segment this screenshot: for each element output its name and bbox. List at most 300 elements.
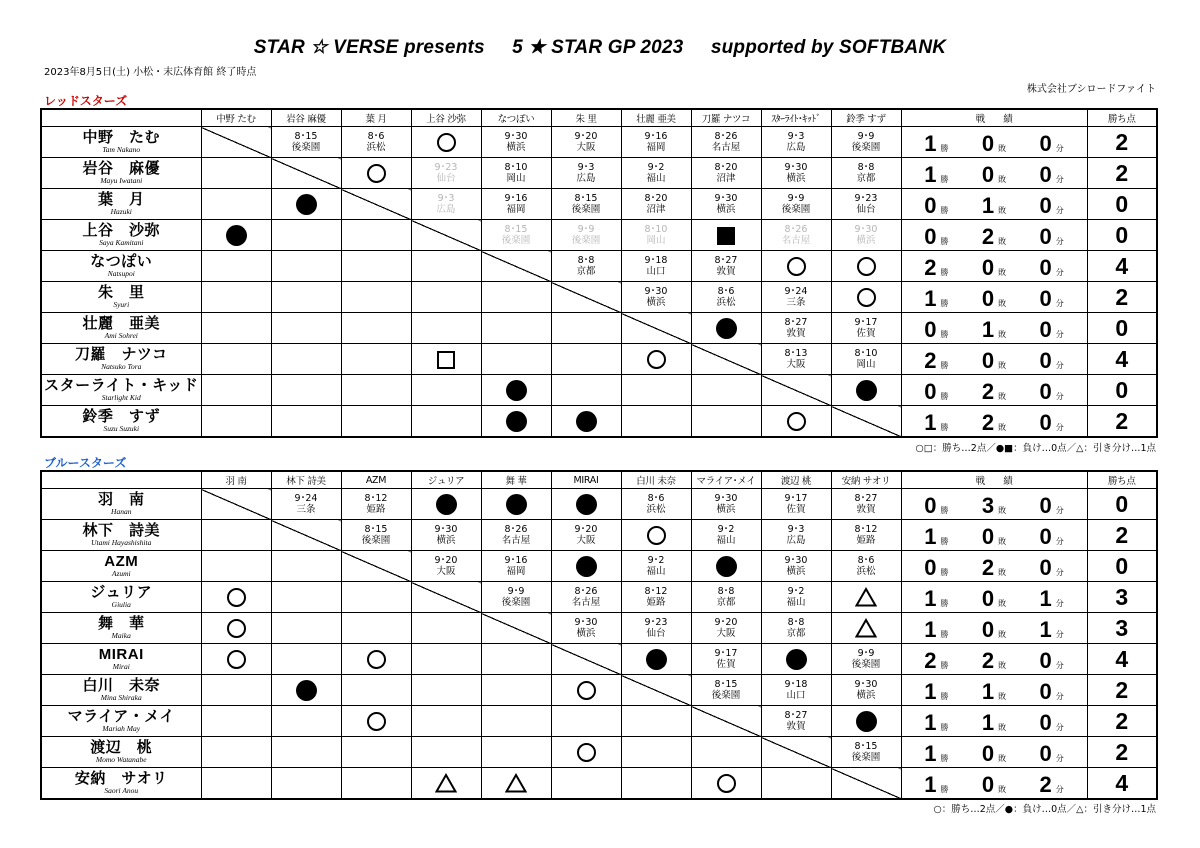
- loss-dot-icon: [296, 194, 317, 215]
- match-venue: 後楽園: [711, 690, 741, 701]
- scheduled-match: [692, 162, 761, 184]
- win-circle-icon: [857, 257, 876, 276]
- page-title: STAR ☆ VERSE presents 5 ★ STAR GP 2023 supported by SOFTBANK: [253, 37, 947, 58]
- wrestler-name: 渡辺 桃: [90, 739, 153, 756]
- self-match-cell: [411, 582, 481, 613]
- match-cell: [761, 551, 831, 582]
- wrestler-row: [41, 706, 1157, 737]
- wins-count: 1: [924, 617, 937, 642]
- wins-unit: 勝: [940, 361, 949, 370]
- scheduled-match: [762, 348, 831, 370]
- match-venue: 福岡: [646, 142, 666, 153]
- scheduled-match: [552, 255, 621, 277]
- match-venue: 仙台: [646, 628, 666, 639]
- draws-group: [1040, 555, 1064, 581]
- wrestler-name: 中野 たむ: [82, 129, 160, 146]
- match-cell: [761, 189, 831, 220]
- draws-count: 0: [1039, 286, 1052, 311]
- match-cell: [691, 375, 761, 406]
- match-venue: 敦賀: [786, 328, 806, 339]
- draws-count: 0: [1039, 348, 1052, 373]
- match-venue: 姫路: [366, 504, 386, 515]
- record-cell: [901, 406, 1087, 438]
- wrestler-name: 林下 詩美: [82, 522, 160, 539]
- losses-unit: 敗: [998, 599, 1007, 608]
- match-venue: 後楽園: [571, 235, 601, 246]
- points-header: 勝ち点: [1087, 471, 1157, 489]
- scheduled-match: [412, 555, 481, 577]
- header-row: [41, 109, 1157, 127]
- match-cell: [201, 406, 271, 438]
- wins-unit: 勝: [940, 144, 949, 153]
- win-circle-icon: [577, 743, 596, 762]
- losses-unit: 敗: [998, 237, 1007, 246]
- scheduled-match: [832, 317, 901, 339]
- match-cell: [271, 251, 341, 282]
- loss-dot-icon: [436, 494, 457, 515]
- scheduled-match: [412, 524, 481, 546]
- wins-unit: 勝: [940, 754, 949, 763]
- match-cell: [761, 520, 831, 551]
- draws-count: 0: [1039, 648, 1052, 673]
- self-match-cell: [481, 251, 551, 282]
- scheduled-match: [832, 348, 901, 370]
- wins-group: [924, 493, 948, 519]
- match-venue: 浜松: [716, 297, 736, 308]
- draws-count: 0: [1039, 710, 1052, 735]
- wrestler-row: [41, 313, 1157, 344]
- match-venue: 福山: [646, 173, 666, 184]
- wins-group: [924, 255, 948, 281]
- blue-legend: ○：勝ち…2点／●：負け…0点／△：引き分け…1点: [933, 804, 1156, 815]
- wrestler-name: なつぽい: [90, 253, 153, 270]
- match-cell: [761, 127, 831, 158]
- scheduled-match: [692, 617, 761, 639]
- match-venue: 横浜: [856, 235, 876, 246]
- match-cell: [341, 220, 411, 251]
- points-value: 4: [1115, 345, 1129, 372]
- match-cell: [481, 127, 551, 158]
- draws-unit: 分: [1055, 392, 1064, 401]
- match-date: 9･16: [644, 131, 668, 142]
- losses-count: 0: [981, 741, 995, 766]
- loss-dot-icon: [576, 494, 597, 515]
- match-cell: [411, 344, 481, 375]
- losses-group: [982, 255, 1006, 281]
- win-loss-draw: [902, 582, 1087, 612]
- match-cell: [621, 582, 691, 613]
- match-cell: [761, 582, 831, 613]
- match-date: 9･30: [504, 131, 528, 142]
- match-date: 8･26: [504, 524, 528, 535]
- wrestler-row: [41, 613, 1157, 644]
- points-cell: [1087, 251, 1157, 282]
- wins-group: [924, 410, 948, 436]
- win-loss-draw: [902, 551, 1087, 581]
- match-cell: [831, 375, 901, 406]
- event-date-line: 2023年8月5日(土) 小松・末広体育館 終了時点: [44, 67, 257, 78]
- points-value: 2: [1115, 738, 1129, 765]
- points-value: 0: [1115, 490, 1129, 517]
- match-cell: [341, 675, 411, 706]
- points-value: 0: [1115, 221, 1129, 248]
- scheduled-match: [692, 493, 761, 515]
- draws-group: [1040, 493, 1064, 519]
- match-venue: 横浜: [786, 173, 806, 184]
- match-cell: [761, 706, 831, 737]
- win-loss-draw: [902, 251, 1087, 281]
- match-cell: [341, 737, 411, 768]
- wrestler-name: 葉 月: [97, 191, 145, 208]
- losses-count: 2: [981, 224, 995, 249]
- wins-unit: 勝: [940, 506, 949, 515]
- match-cell: [551, 768, 621, 800]
- match-cell: [201, 706, 271, 737]
- match-venue: 後楽園: [851, 142, 881, 153]
- match-cell: [271, 344, 341, 375]
- match-venue: 岡山: [856, 359, 876, 370]
- losses-count: 2: [981, 555, 995, 580]
- losses-count: 0: [981, 255, 995, 280]
- wins-count: 2: [924, 648, 937, 673]
- losses-count: 0: [981, 348, 995, 373]
- match-cell: [621, 406, 691, 438]
- wins-unit: 勝: [940, 785, 949, 794]
- match-venue: 佐賀: [856, 328, 876, 339]
- match-cell: [691, 489, 761, 520]
- wins-unit: 勝: [940, 423, 949, 432]
- opponent-header: マライア･メイ: [691, 471, 761, 489]
- scheduled-match: [832, 741, 901, 763]
- draw-triangle-icon: [435, 773, 457, 793]
- match-cell: [691, 582, 761, 613]
- losses-unit: 敗: [998, 206, 1007, 215]
- match-cell: [621, 189, 691, 220]
- match-cell: [551, 406, 621, 438]
- match-date: 9･3: [787, 131, 805, 142]
- scheduled-match: [692, 193, 761, 215]
- corner-cell: [41, 471, 201, 489]
- match-cell: [341, 706, 411, 737]
- losses-group: [982, 555, 1006, 581]
- self-match-cell: [621, 313, 691, 344]
- match-date: 8･26: [784, 224, 808, 235]
- match-date: 9･30: [854, 224, 878, 235]
- match-cell: [201, 189, 271, 220]
- points-value: 2: [1115, 407, 1129, 434]
- wrestler-row: [41, 344, 1157, 375]
- wins-group: [924, 193, 948, 219]
- points-value: 0: [1115, 552, 1129, 579]
- wins-group: [924, 131, 948, 157]
- points-value: 2: [1115, 521, 1129, 548]
- company-name: 株式会社ブシロードファイト: [1026, 84, 1156, 95]
- draws-group: [1040, 679, 1064, 705]
- match-cell: [761, 768, 831, 800]
- points-cell: [1087, 406, 1157, 438]
- scheduled-match: [412, 193, 481, 215]
- draws-unit: 分: [1055, 506, 1064, 515]
- draws-unit: 分: [1055, 206, 1064, 215]
- losses-count: 1: [981, 317, 995, 342]
- match-cell: [201, 375, 271, 406]
- match-cell: [621, 706, 691, 737]
- match-venue: 福岡: [506, 204, 526, 215]
- win-square-icon: [437, 351, 455, 369]
- match-venue: 三条: [786, 297, 806, 308]
- draws-group: [1040, 772, 1064, 798]
- win-loss-draw: [902, 613, 1087, 643]
- match-date: 9･30: [714, 493, 738, 504]
- match-cell: [831, 189, 901, 220]
- losses-unit: 敗: [998, 537, 1007, 546]
- scheduled-match: [762, 586, 831, 608]
- match-venue: 福岡: [506, 566, 526, 577]
- match-cell: [201, 520, 271, 551]
- loss-dot-icon: [646, 649, 667, 670]
- win-circle-icon: [367, 650, 386, 669]
- wins-group: [924, 648, 948, 674]
- wrestler-romaji: Momo Watanabe: [95, 755, 147, 764]
- wrestler-name-cell: [41, 282, 201, 313]
- scheduled-match: [552, 524, 621, 546]
- wins-count: 0: [924, 317, 937, 342]
- wrestler-romaji: Natsuko Tora: [101, 362, 142, 371]
- draws-unit: 分: [1055, 630, 1064, 639]
- scheduled-match: [622, 617, 691, 639]
- match-venue: 佐賀: [786, 504, 806, 515]
- match-cell: [271, 768, 341, 800]
- match-cell: [271, 189, 341, 220]
- draws-count: 1: [1039, 617, 1052, 642]
- wrestler-row: [41, 582, 1157, 613]
- match-cell: [761, 644, 831, 675]
- draw-triangle-icon: [505, 773, 527, 793]
- losses-count: 1: [981, 679, 995, 704]
- match-venue: 仙台: [856, 204, 876, 215]
- wins-count: 2: [924, 255, 937, 280]
- losses-count: 2: [981, 410, 995, 435]
- match-cell: [551, 344, 621, 375]
- match-cell: [481, 282, 551, 313]
- wrestler-romaji: Ami Sohrei: [104, 331, 138, 340]
- loss-dot-icon: [506, 380, 527, 401]
- points-header: 勝ち点: [1087, 109, 1157, 127]
- wrestler-name-cell: [41, 251, 201, 282]
- win-loss-draw: [902, 313, 1087, 343]
- losses-unit: 敗: [998, 392, 1007, 401]
- losses-unit: 敗: [998, 723, 1007, 732]
- match-cell: [341, 344, 411, 375]
- wins-group: [924, 710, 948, 736]
- wrestler-name: マライア・メイ: [67, 708, 175, 725]
- match-date: 9･3: [577, 162, 595, 173]
- scheduled-match: [832, 555, 901, 577]
- wrestler-name-cell: [41, 551, 201, 582]
- wrestler-name-cell: [41, 344, 201, 375]
- match-venue: 佐賀: [716, 659, 736, 670]
- match-venue: 後楽園: [501, 235, 531, 246]
- match-venue: 横浜: [716, 204, 736, 215]
- match-date: 9･30: [784, 162, 808, 173]
- wins-unit: 勝: [940, 175, 949, 184]
- losses-count: 0: [981, 586, 995, 611]
- match-venue: 大阪: [576, 535, 596, 546]
- wrestler-romaji: Mina Shiraka: [100, 693, 142, 702]
- draws-count: 0: [1039, 224, 1052, 249]
- points-cell: [1087, 644, 1157, 675]
- wins-count: 1: [924, 586, 937, 611]
- losses-count: 0: [981, 131, 995, 156]
- win-circle-icon: [857, 288, 876, 307]
- corner-cell: [41, 109, 201, 127]
- match-cell: [691, 158, 761, 189]
- match-venue: 福山: [646, 566, 666, 577]
- wins-count: 0: [924, 379, 937, 404]
- match-cell: [271, 551, 341, 582]
- match-cell: [201, 737, 271, 768]
- match-cell: [271, 406, 341, 438]
- wrestler-name: 刀羅 ナツコ: [74, 346, 168, 363]
- blue-stars-league-table: [40, 470, 1158, 800]
- match-cell: [621, 489, 691, 520]
- record-cell: [901, 127, 1087, 158]
- match-date: 9･18: [784, 679, 808, 690]
- win-circle-icon: [227, 650, 246, 669]
- wins-group: [924, 379, 948, 405]
- match-venue: 横浜: [576, 628, 596, 639]
- opponent-header: 上谷 沙弥: [411, 109, 481, 127]
- self-match-cell: [831, 768, 901, 800]
- match-cell: [481, 220, 551, 251]
- match-cell: [411, 551, 481, 582]
- match-cell: [481, 706, 551, 737]
- points-cell: [1087, 127, 1157, 158]
- record-cell: [901, 220, 1087, 251]
- match-cell: [271, 644, 341, 675]
- losses-unit: 敗: [998, 423, 1007, 432]
- draws-group: [1040, 524, 1064, 550]
- match-cell: [341, 313, 411, 344]
- wrestler-row: [41, 644, 1157, 675]
- scheduled-match: [832, 524, 901, 546]
- match-cell: [551, 313, 621, 344]
- match-venue: 沼津: [646, 204, 666, 215]
- wrestler-name-cell: [41, 644, 201, 675]
- losses-count: 0: [981, 772, 995, 797]
- record-cell: [901, 520, 1087, 551]
- wrestler-name: 羽 南: [97, 491, 145, 508]
- scheduled-match: [342, 131, 411, 153]
- draws-unit: 分: [1055, 661, 1064, 670]
- draws-count: 2: [1039, 772, 1052, 797]
- draws-unit: 分: [1055, 568, 1064, 577]
- wins-count: 1: [924, 741, 937, 766]
- win-loss-draw: [902, 768, 1087, 798]
- opponent-header: MIRAI: [551, 471, 621, 489]
- match-date: 9･20: [574, 131, 598, 142]
- match-venue: 山口: [786, 690, 806, 701]
- points-value: 2: [1115, 707, 1129, 734]
- match-venue: 後楽園: [291, 142, 321, 153]
- draws-unit: 分: [1055, 599, 1064, 608]
- draws-count: 0: [1039, 679, 1052, 704]
- match-date: 8･15: [854, 741, 878, 752]
- wins-count: 0: [924, 555, 937, 580]
- match-cell: [831, 158, 901, 189]
- match-venue: 福山: [786, 597, 806, 608]
- wrestler-row: [41, 282, 1157, 313]
- match-venue: 岡山: [506, 173, 526, 184]
- win-circle-icon: [647, 350, 666, 369]
- wrestler-name-cell: [41, 582, 201, 613]
- record-cell: [901, 344, 1087, 375]
- losses-count: 1: [981, 193, 995, 218]
- scheduled-match: [692, 679, 761, 701]
- wrestler-name: 岩谷 麻優: [82, 160, 160, 177]
- match-cell: [761, 251, 831, 282]
- match-cell: [411, 189, 481, 220]
- losses-group: [982, 317, 1006, 343]
- match-cell: [691, 675, 761, 706]
- losses-count: 3: [981, 493, 995, 518]
- opponent-header: 壮麗 亜美: [621, 109, 691, 127]
- points-cell: [1087, 675, 1157, 706]
- scheduled-match: [692, 286, 761, 308]
- scheduled-match: [342, 493, 411, 515]
- match-cell: [831, 582, 901, 613]
- match-cell: [481, 375, 551, 406]
- draws-group: [1040, 710, 1064, 736]
- opponent-header: 舞 華: [481, 471, 551, 489]
- match-cell: [411, 127, 481, 158]
- win-loss-draw: [902, 282, 1087, 312]
- win-loss-draw: [902, 520, 1087, 550]
- loss-dot-icon: [716, 556, 737, 577]
- loss-dot-icon: [226, 225, 247, 246]
- points-cell: [1087, 313, 1157, 344]
- wrestler-romaji: Hanan: [111, 507, 132, 516]
- losses-group: [982, 193, 1006, 219]
- wins-count: 0: [924, 224, 937, 249]
- self-match-cell: [551, 282, 621, 313]
- points-value: 0: [1115, 376, 1129, 403]
- draws-group: [1040, 224, 1064, 250]
- wins-unit: 勝: [940, 537, 949, 546]
- match-cell: [691, 127, 761, 158]
- match-date: 8･12: [854, 524, 878, 535]
- match-date: 9･3: [437, 193, 455, 204]
- match-venue: 福山: [716, 535, 736, 546]
- self-match-cell: [411, 220, 481, 251]
- loss-dot-icon: [716, 318, 737, 339]
- match-cell: [621, 282, 691, 313]
- wins-count: 0: [924, 193, 937, 218]
- losses-group: [982, 741, 1006, 767]
- match-cell: [761, 613, 831, 644]
- losses-group: [982, 379, 1006, 405]
- self-match-cell: [691, 706, 761, 737]
- match-date: 9･17: [784, 493, 808, 504]
- match-cell: [411, 282, 481, 313]
- record-cell: [901, 706, 1087, 737]
- match-cell: [481, 313, 551, 344]
- match-date: 8･27: [784, 317, 808, 328]
- self-match-cell: [201, 489, 271, 520]
- scheduled-match: [762, 710, 831, 732]
- match-venue: 広島: [786, 142, 806, 153]
- scheduled-match: [762, 555, 831, 577]
